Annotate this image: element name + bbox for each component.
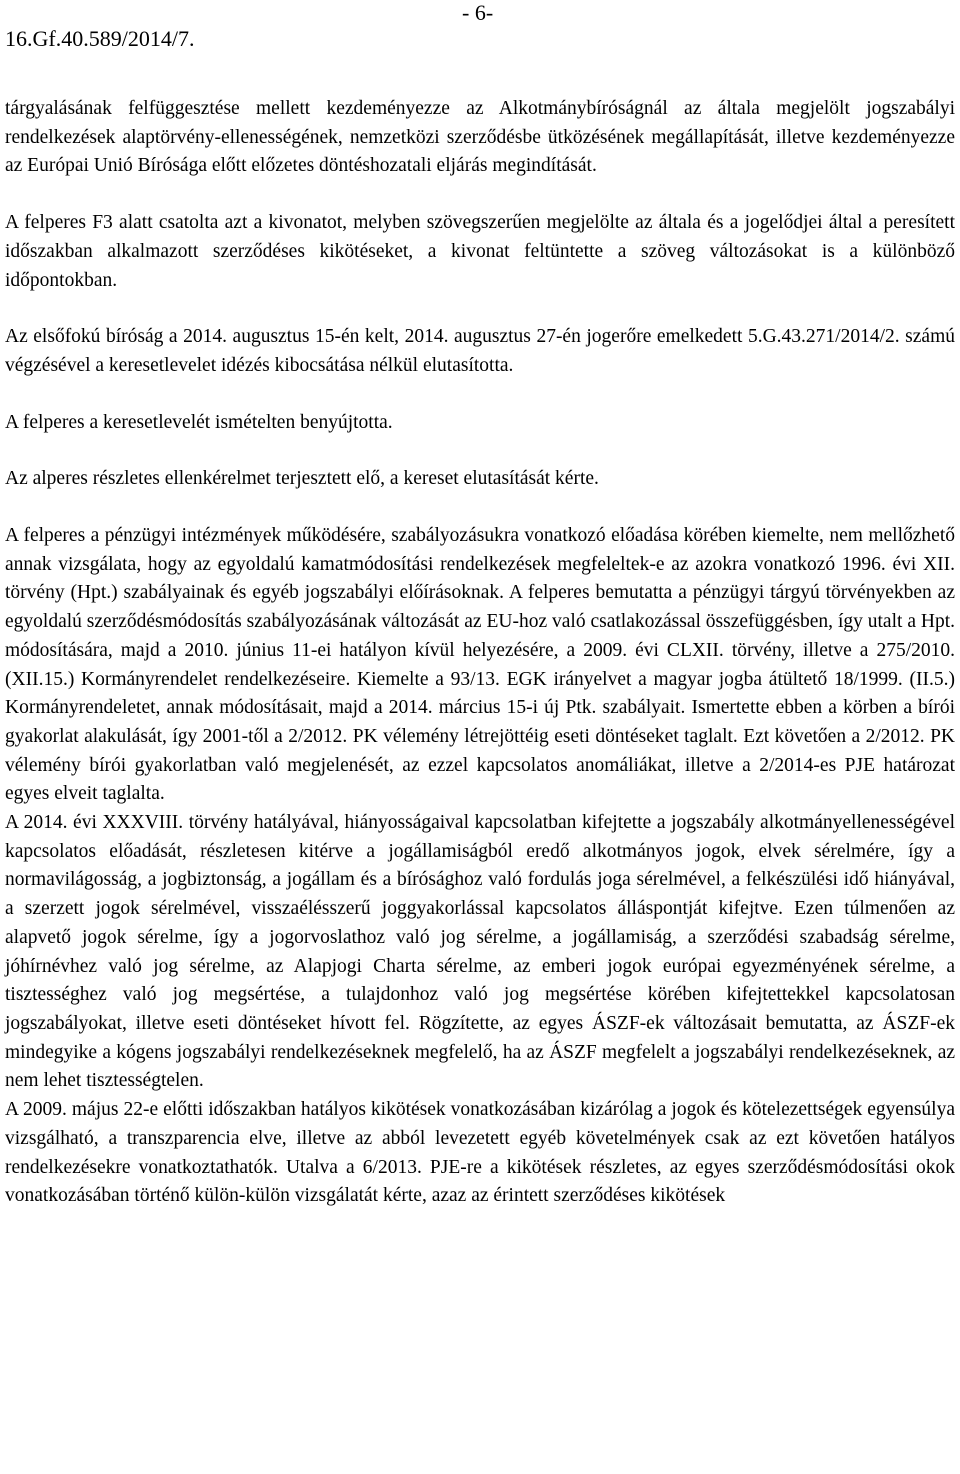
paragraph: A 2014. évi XXXVIII. törvény hatályával, hiányosságaival kapcsolatban kifejtette a jogszabály alkotmányellenességével kapcsolatos előadását, részletesen kitérve a jogállamiságból eredő alkotmányos jogok, elvek sérelmére, így a normavilágosság, a jogbiztonság, a jogállam és a bírósághoz való fordulás joga sérelmével, a felkészülési idő hiányával, a szerzett jogok sérelmével, visszaélésszerű joggyakorlással kapcsolatos álláspontját kifejtve. Ezen túlmenően az alapvető jogok sérelme, így a jogorvoslathoz való jog sérelme, a jogállamiság, a szerződési szabadság sérelme, jóhírnévhez való jog sérelme, az Alapjogi Charta sérelme, az emberi jogok európai egyezményének sérelme, a tisztességhez való jog megsértése, a tulajdonhoz való jog megsértése körében kifejtettekkel kapcsolatosan jogszabályokat, illetve eseti döntéseket hívott fel. Rögzítette, az egyes ÁSZF-ek változásait bemutatta, az ÁSZF-ek mindegyike a kógens jogszabályi rendelkezéseknek megfelelő, ha az ÁSZF megfelelt a jogszabályi rendelkezéseknek, az nem lehet tisztességtelen. [5, 812, 955, 1092]
paragraph: Az alperes részletes ellenkérelmet terjesztett elő, a kereset elutasítását kérte. [5, 468, 599, 490]
case-reference: 16.Gf.40.589/2014/7. [5, 26, 195, 51]
paragraph: A 2009. május 22-e előtti időszakban hatályos kikötések vonatkozásában kizárólag a jogok és kötelezettségek egyensúlya vizsgálható, a transzparencia elve, illetve az abból levezetett egyéb követelmények csak az ezt követően hatályos rendelkezésekre vonatkoztathatók. Utalva a 6/2013. PJE-re a kikötések részletes, az egyes szerződésmódosítási okok vonatkozásában történő külön-külön vizsgálatát kérte, azaz az érintett szerződéses kikötések [5, 1099, 955, 1207]
paragraph: A felperes a pénzügyi intézmények működésére, szabályozásukra vonatkozó előadása körében kiemelte, nem mellőzhető annak vizsgálata, hogy az egyoldalú kamatmódosítási rendelkezések megfeleltek-e az azokra vonatkozó 1996. évi XII. törvény (Hpt.) szabályainak és egyéb jogszabályi előírásoknak. A felperes bemutatta a pénzügyi tárgyú törvényekben az egyoldalú szerződésmódosítás szabályozásának változását az EU-hoz való csatlakozással összefüggésben, így utalt a Hpt. módosítására, majd a 2010. június 11-ei hatályon kívül helyezésére, a 2009. évi CLXII. törvény, illetve a 275/2010. (XII.15.) Kormányrendelet rendelkezéseire. Kiemelte a 93/13. EGK irányelvet a magyar jogba átültető 18/1999. (II.5.) Kormányrendeletet, annak módosításait, majd a 2014. március 15-i új Ptk. szabályait. Ismertette ebben a körben a bírói gyakorlat alakulását, így 2001-től a 2/2012. PK vélemény létrejöttéig eseti döntéseket taglalt. Ezt követően a 2/2012. PK vélemény bírói gyakorlatban való megjelenését, az ezzel kapcsolatos anomáliákat, illetve a 2/2014-es PJE határozat egyes elveit taglalta. [5, 525, 955, 805]
paragraph: A felperes a keresetlevelét ismételten benyújtotta. [5, 411, 393, 433]
paragraph: tárgyalásának felfüggesztése mellett kezdeményezze az Alkotmánybíróságnál az általa megjelölt jogszabályi rendelkezések alaptörvény-ellenességének, nemzetközi szerződésbe ütközésének megállapítását, illetve kezdeményezze az Európai Unió Bírósága előtt előzetes döntéshozatali eljárás megindítását. [5, 98, 955, 177]
document-body [5, 95, 955, 1211]
paragraph: A felperes F3 alatt csatolta azt a kivonatot, melyben szövegszerűen megjelölte az általa és a jogelődjei által a peresített időszakban alkalmazott szerződéses kikötéseket, a kivonat feltüntette a szöveg változásokat is a különböző időpontokban. [5, 212, 955, 291]
page-number: - 6- [462, 0, 494, 25]
paragraph: Az elsőfokú bíróság a 2014. augusztus 15-én kelt, 2014. augusztus 27-én jogerőre emelkedett 5.G.43.271/2014/2. számú végzésével a keresetlevelet idézés kibocsátása nélkül elutasította. [5, 326, 955, 376]
